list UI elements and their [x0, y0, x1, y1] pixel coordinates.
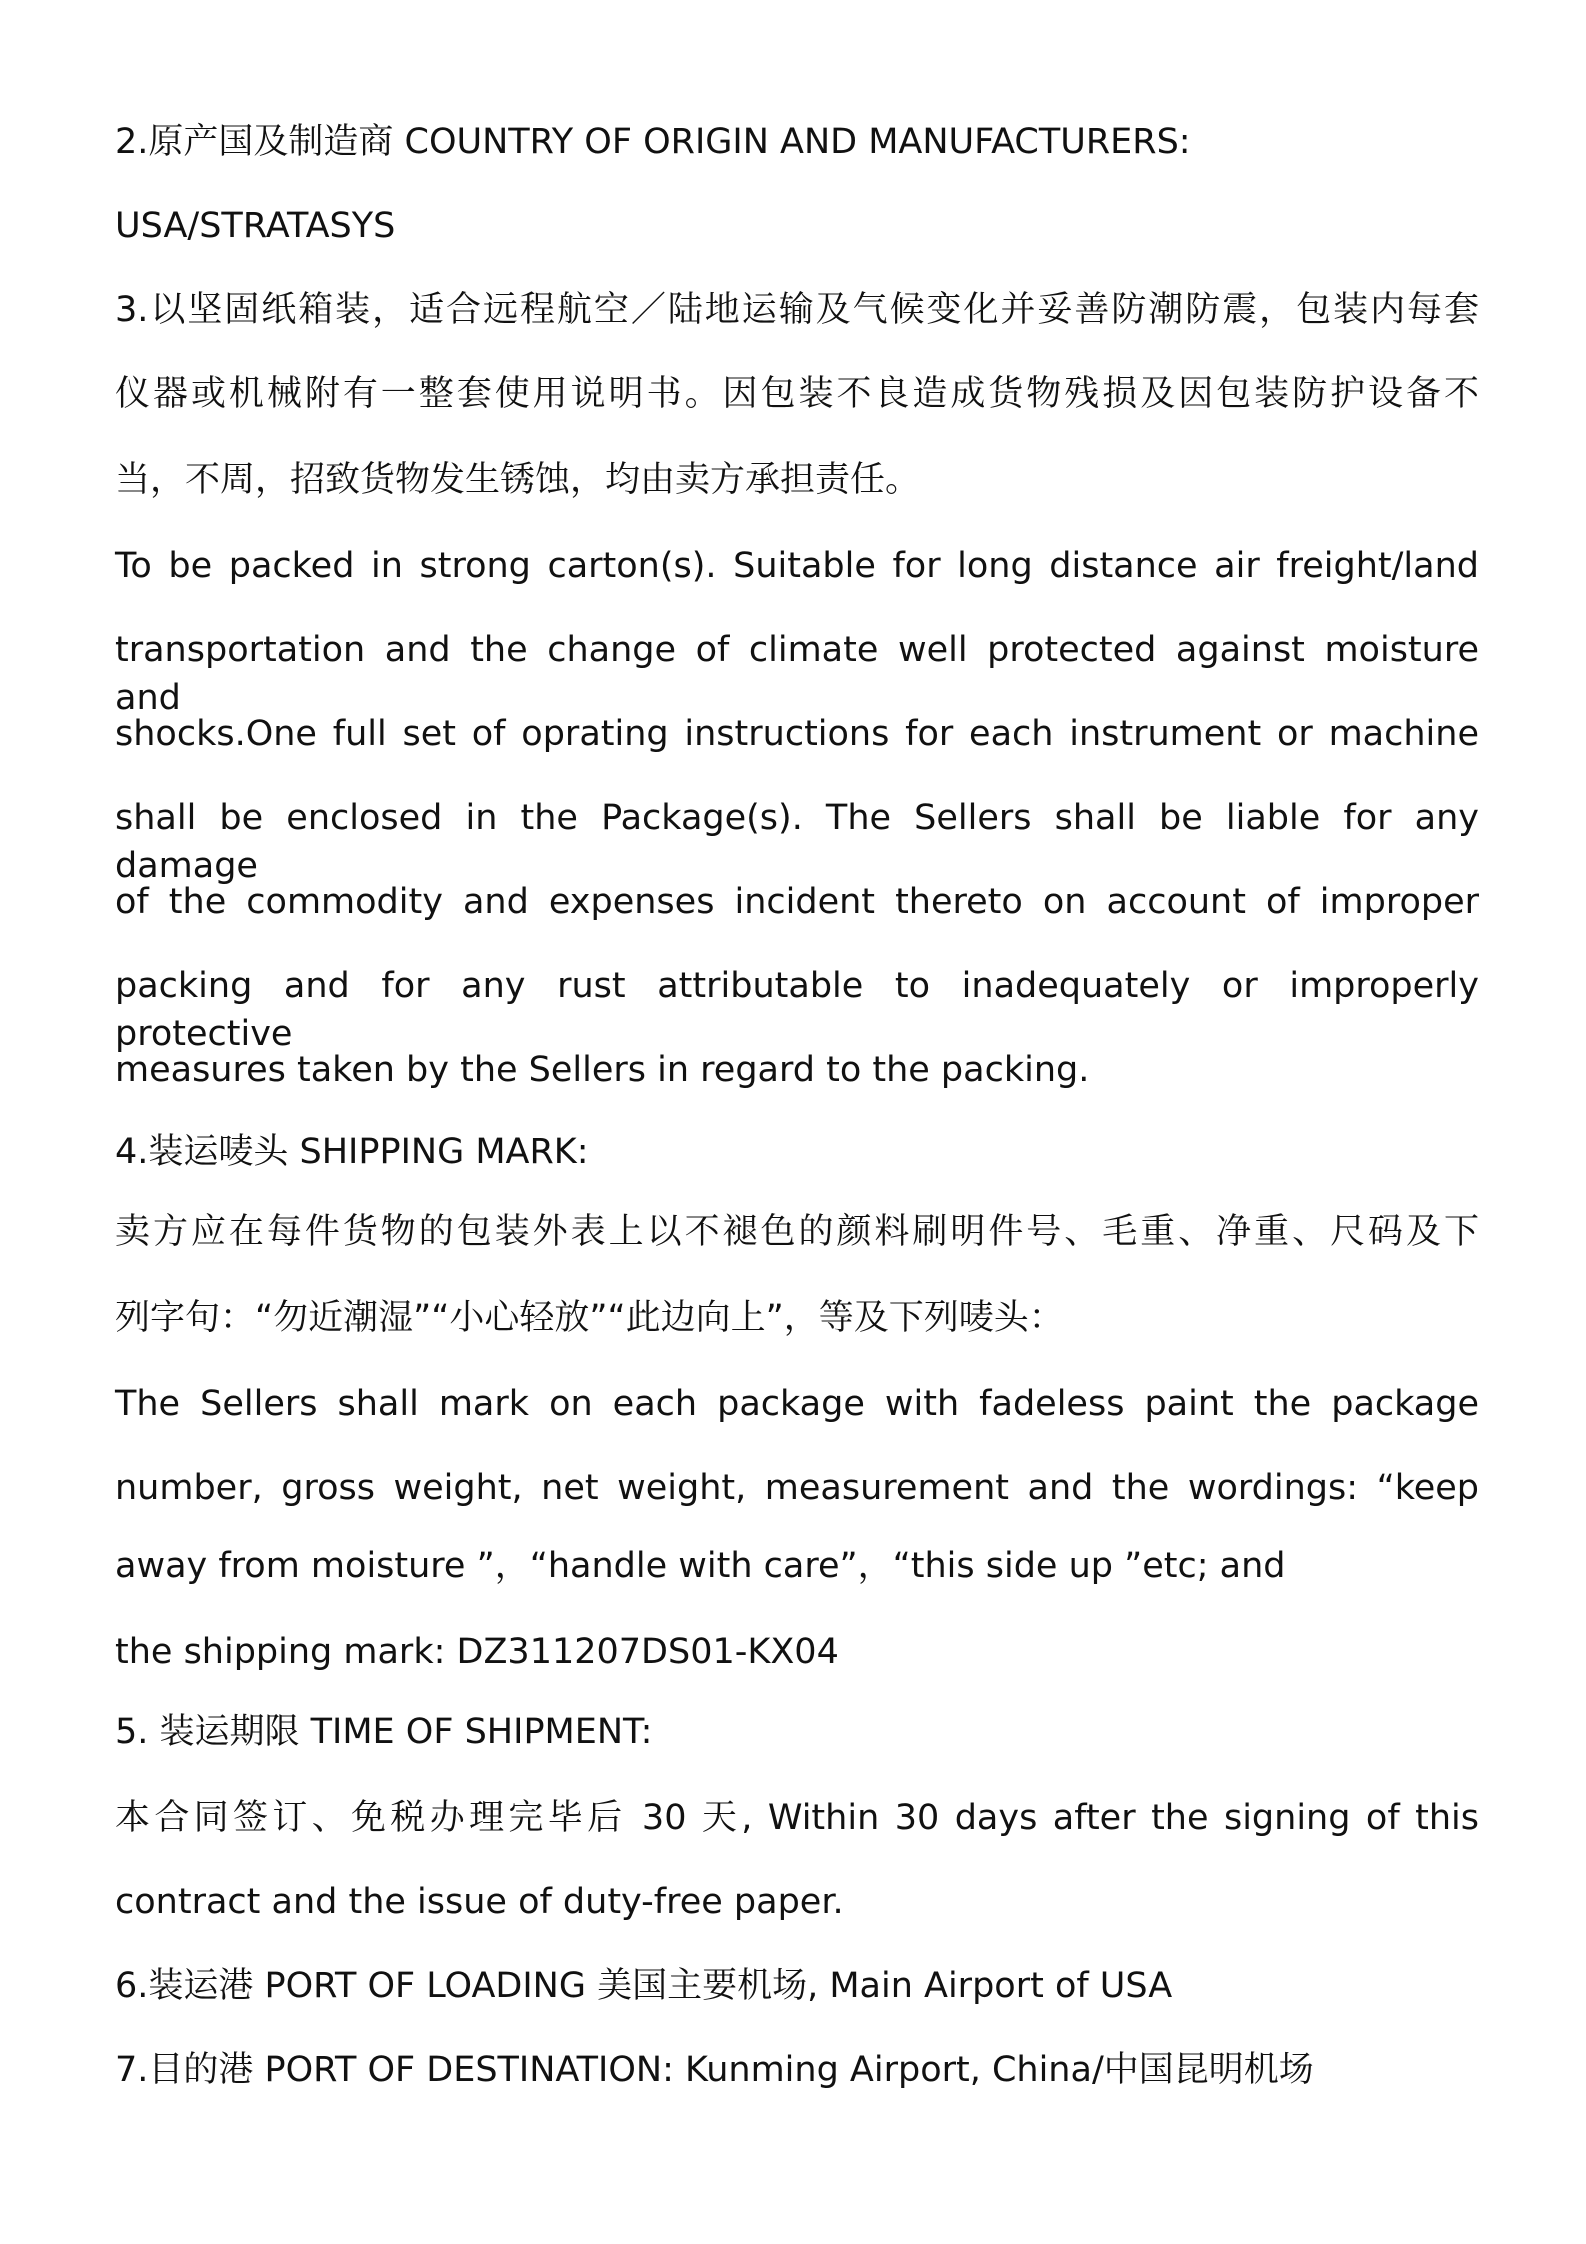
section-2-heading: 2.原产国及制造商 COUNTRY OF ORIGIN AND MANUFACTURERS: [115, 122, 1191, 162]
section-3-en-line: shocks.One full set of oprating instructions for each instrument or machine [115, 714, 1479, 754]
section-3-en-line: packing and for any rust attributable to inadequately or improperly protective [115, 966, 1479, 1054]
section-3-cn-line: 3.以坚固纸箱装，适合远程航空／陆地运输及气候变化并妥善防潮防震，包装内每套 [115, 290, 1479, 330]
section-3-cn-line: 当，不周，招致货物发生锈蚀，均由卖方承担责任。 [115, 460, 921, 500]
section-7-line: 7.目的港 PORT OF DESTINATION: Kunming Airport, China/中国昆明机场 [115, 2050, 1314, 2090]
section-6-line: 6.装运港 PORT OF LOADING 美国主要机场, Main Airport of USA [115, 1966, 1173, 2006]
section-3-en-line: To be packed in strong carton(s). Suitable for long distance air freight/land [115, 546, 1479, 586]
section-3-en-line: of the commodity and expenses incident thereto on account of improper [115, 882, 1479, 922]
section-3-en-line: transportation and the change of climate well protected against moisture and [115, 630, 1479, 718]
section-3-cn-line: 仪器或机械附有一整套使用说明书。因包装不良造成货物残损及因包装防护设备不 [115, 374, 1479, 414]
section-5-heading: 5. 装运期限 TIME OF SHIPMENT: [115, 1712, 653, 1752]
section-4-en-line: number, gross weight, net weight, measurement and the wordings: “keep [115, 1468, 1479, 1508]
section-4-heading: 4.装运唛头 SHIPPING MARK: [115, 1132, 589, 1172]
section-2-value: USA/STRATASYS [115, 206, 396, 246]
section-3-en-line: shall be enclosed in the Package(s). The Sellers shall be liable for any damage [115, 798, 1479, 886]
section-5-line: 本合同签订、免税办理完毕后 30 天, Within 30 days after the signing of this [115, 1798, 1479, 1838]
section-5-line: contract and the issue of duty-free paper. [115, 1882, 844, 1922]
section-4-en-line: away from moisture ”，“handle with care”，“this side up ”etc; and [115, 1546, 1286, 1586]
section-3-en-line: measures taken by the Sellers in regard to the packing. [115, 1050, 1090, 1090]
section-4-en-line: The Sellers shall mark on each package with fadeless paint the package [115, 1384, 1479, 1424]
section-4-cn-line: 卖方应在每件货物的包装外表上以不褪色的颜料刷明件号、毛重、净重、尺码及下 [115, 1212, 1479, 1252]
section-4-cn-line: 列字句：“勿近潮湿”“小心轻放”“此边向上”，等及下列唛头： [115, 1298, 1064, 1338]
shipping-mark-line: the shipping mark: DZ311207DS01-KX04 [115, 1632, 839, 1672]
